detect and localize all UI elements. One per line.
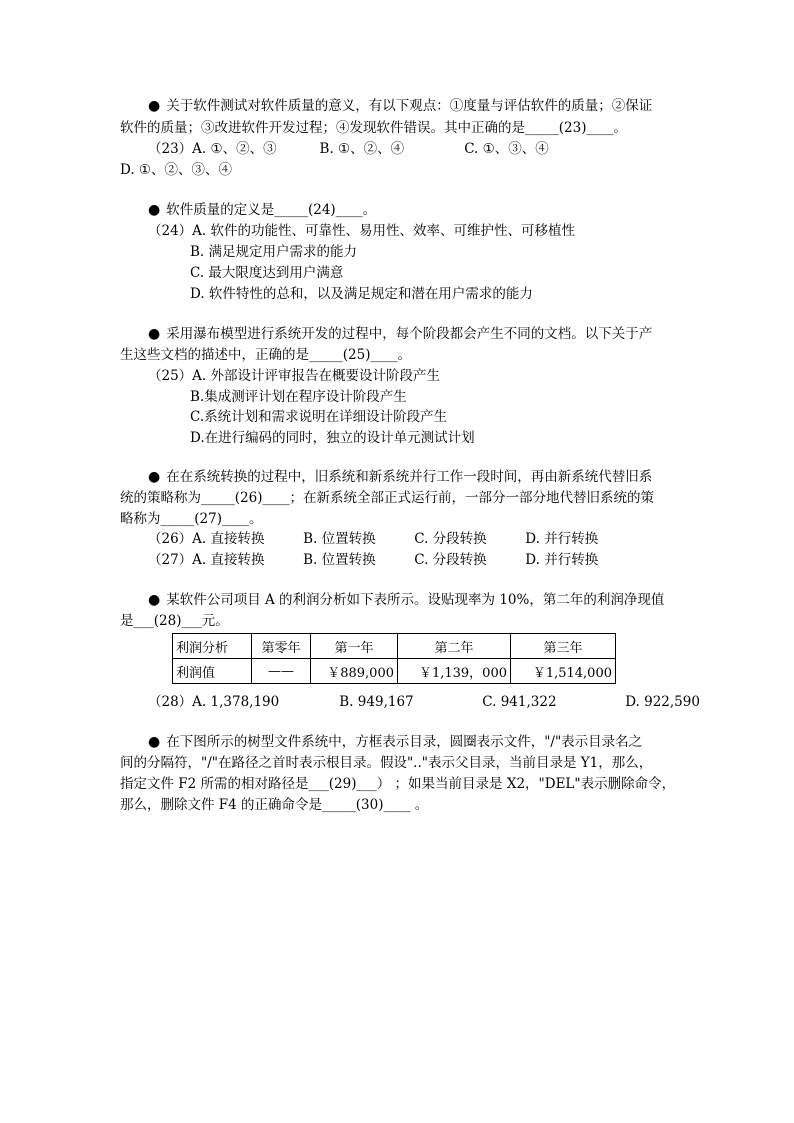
- question-23-stem-line-2: 软件的质量；③改进软件开发过程；④发现软件错误。其中正确的是_____(23)____。: [120, 120, 627, 136]
- table-cell: ￥1,139，000: [398, 659, 511, 684]
- table-header-cell: 利润分析: [173, 634, 252, 659]
- question-25-option-a: （25）A. 外部设计评审报告在概要设计阶段产生: [148, 368, 441, 384]
- question-28-stem-line-1: ● 某软件公司项目 A 的利润分析如下表所示。设贴现率为 10%，第二年的利润净现值: [148, 592, 665, 608]
- question-26-stem-line-2: 统的策略称为_____(26)____；在新系统全部正式运行前，一部分一部分地代替旧系统的策: [120, 490, 654, 506]
- question-24-stem: ● 软件质量的定义是_____(24)____。: [148, 202, 377, 218]
- bullet-icon: ●: [148, 734, 161, 750]
- table-header-cell: 第一年: [311, 634, 398, 659]
- bullet-icon: ●: [148, 202, 161, 218]
- bullet-icon: ●: [148, 326, 161, 342]
- bullet-icon: ●: [148, 469, 161, 485]
- question-26-options: （26）A. 直接转换 B. 位置转换 C. 分段转换 D. 并行转换: [148, 531, 599, 547]
- table-cell: 利润值: [173, 659, 252, 684]
- question-23-options-line-2: D. ①、②、③、④: [120, 162, 233, 178]
- table-cell: ——: [252, 659, 311, 684]
- question-30-stem-line-4: 那么，删除文件 F4 的正确命令是_____(30)____ 。: [120, 797, 429, 813]
- question-24-option-d: D. 软件特性的总和，以及满足规定和潜在用户需求的能力: [190, 286, 533, 302]
- question-29-stem-line-2: 间的分隔符，"/"在路径之首时表示根目录。假设".."表示父目录，当前目录是 Y1，那么，: [120, 755, 653, 771]
- question-25-stem-line-1: ● 采用瀑布模型进行系统开发的过程中，每个阶段都会产生不同的文档。以下关于产: [148, 326, 653, 342]
- question-23-stem-line-1: ● 关于软件测试对软件质量的意义，有以下观点：①度量与评估软件的质量；②保证: [148, 98, 653, 114]
- bullet-icon: ●: [148, 592, 161, 608]
- question-26-stem-line-3: 略称为_____(27)____。: [120, 511, 263, 527]
- question-29-stem-line-1: ● 在下图所示的树型文件系统中，方框表示目录，圆圈表示文件，"/"表示目录名之: [148, 734, 643, 750]
- table-cell: ￥1,514,000: [511, 659, 616, 684]
- question-24-option-c: C. 最大限度达到用户满意: [190, 265, 344, 281]
- question-29-stem-line-3: 指定文件 F2 所需的相对路径是___(29)___） ；如果当前目录是 X2，"DEL"表示删除命令，: [120, 776, 676, 792]
- question-28-options: （28）A. 1,378,190 B. 949,167 C. 941,322 D. 922,590: [148, 694, 700, 710]
- question-26-stem-line-1: ● 在在系统转换的过程中，旧系统和新系统并行工作一段时间，再由新系统代替旧系: [148, 469, 653, 485]
- table-header-cell: 第零年: [252, 634, 311, 659]
- question-25-stem-line-2: 生这些文档的描述中，正确的是_____(25)____。: [120, 347, 411, 363]
- question-23-options-line-1: （23）A. ①、②、③ B. ①、②、④ C. ①、③、④: [148, 141, 549, 157]
- question-27-options: （27）A. 直接转换 B. 位置转换 C. 分段转换 D. 并行转换: [148, 552, 599, 568]
- question-25-option-b: B.集成测评计划在程序设计阶段产生: [190, 389, 407, 405]
- question-25-option-d: D.在进行编码的同时，独立的设计单元测试计划: [190, 430, 475, 446]
- table-cell: ￥889,000: [311, 659, 398, 684]
- profit-analysis-table: [172, 633, 616, 684]
- table-header-row: [173, 634, 616, 659]
- question-25-option-c: C.系统计划和需求说明在详细设计阶段产生: [190, 409, 448, 425]
- bullet-icon: ●: [148, 98, 161, 114]
- table-header-cell: 第二年: [398, 634, 511, 659]
- question-24-option-a: （24）A. 软件的功能性、可靠性、易用性、效率、可维护性、可移植性: [148, 223, 576, 239]
- table-header-cell: 第三年: [511, 634, 616, 659]
- question-28-stem-line-2: 是___(28)___元。: [120, 613, 229, 629]
- question-24-option-b: B. 满足规定用户需求的能力: [190, 244, 358, 260]
- table-row: [173, 659, 616, 684]
